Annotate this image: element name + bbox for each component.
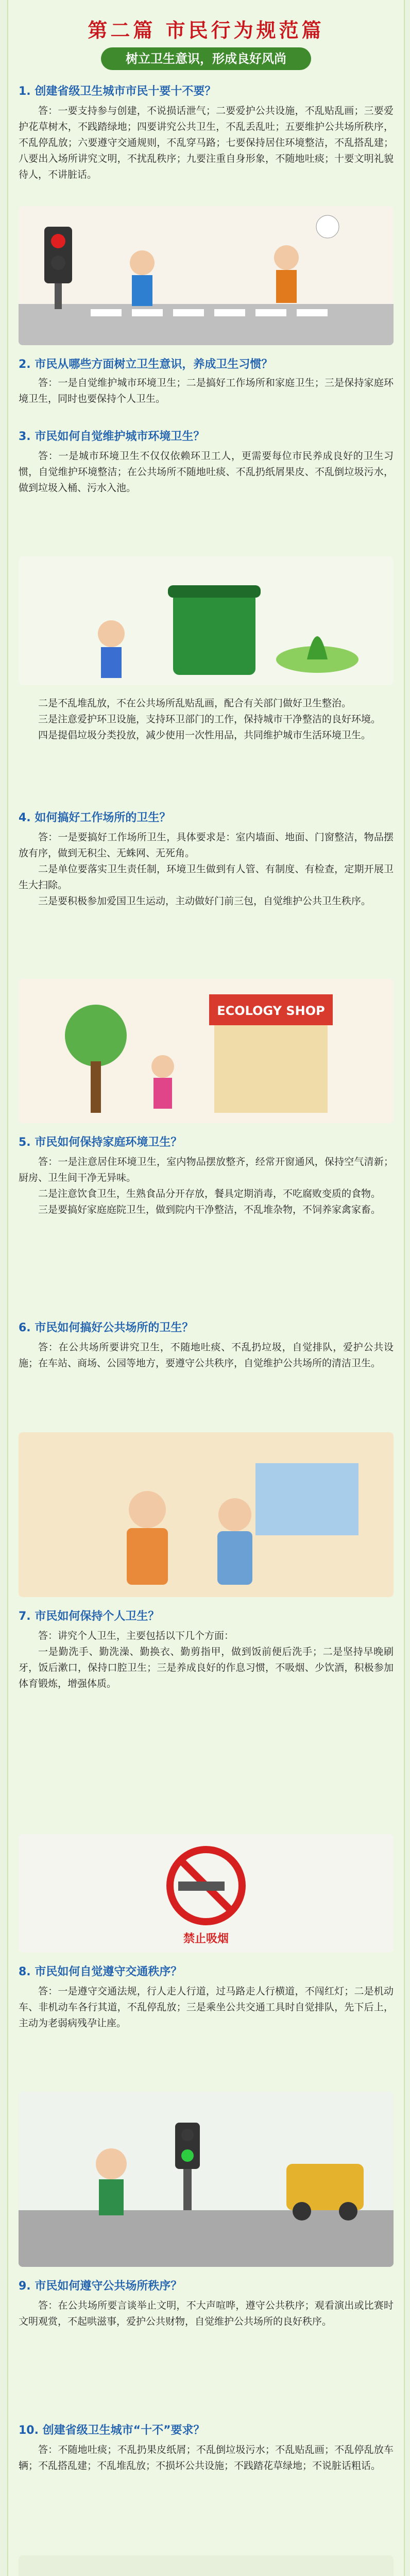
answer-2 [19, 375, 394, 407]
answer-5-p3: 三是要搞好家庭庭院卫生，做到院内干净整洁，不乱堆杂物，不饲养家禽家畜。 [38, 1204, 381, 1215]
illustration-crosswalk [19, 206, 394, 345]
page-title: 第二篇 市民行为规范篇 [88, 19, 324, 42]
answer-5-p2: 二是注意饮食卫生，生熟食品分开存放，餐具定期消毒，不吃腐败变质的食物。 [38, 1188, 381, 1199]
answer-3-rest [19, 696, 394, 743]
answer-4 [19, 829, 394, 909]
question-3: 3. 市民如何自觉维护城市环境卫生？ [19, 430, 205, 443]
answer-4-p3: 三是要积极参加爱国卫生运动，主动做好门前三包，自觉维护公共卫生秩序。 [38, 895, 371, 907]
answer-4-p1: 答：一是要搞好工作场所卫生，具体要求是：室内墙面、地面、门窗整洁，物品摆放有序，做到无积尘、无蛛网、无死角。 [19, 832, 394, 859]
question-7: 7. 市民如何保持个人卫生？ [19, 1610, 160, 1623]
answer-5-p1: 答：一是注意居住环境卫生，室内物品摆放整齐，经常开窗通风，保持空气清新；厨房、卫生间干净无异味。 [19, 1156, 394, 1183]
answer-9 [19, 2298, 394, 2330]
question-9: 9. 市民如何遵守公共场所秩序？ [19, 2280, 182, 2293]
answer-7-p1: 答：讲究个人卫生，主要包括以下几个方面： [38, 1630, 234, 1641]
answer-2-p1: 答：一是自觉维护城市环境卫生；二是搞好工作场所和家庭卫生；三是保持家庭环境卫生，同时也要保持个人卫生。 [19, 377, 394, 404]
question-2: 2. 市民从哪些方面树立卫生意识，养成卫生习惯？ [19, 358, 273, 371]
question-8: 8. 市民如何自觉遵守交通秩序？ [19, 1965, 182, 1978]
answer-6-p1: 答：在公共场所要讲究卫生，不随地吐痰、不乱扔垃圾，自觉排队，爱护公共设施；在车站、商场、公园等地方，要遵守公共秩序，自觉维护公共场所的清洁卫生。 [19, 1342, 394, 1369]
answer-8-p1: 答：一是遵守交通法规，行人走人行道，过马路走人行横道，不闯红灯；二是机动车、非机动车各行其道，不乱停乱放；三是乘坐公共交通工具时自觉排队，先下后上，主动为老弱病残孕让座。 [19, 1986, 394, 2029]
question-4: 4. 如何搞好工作场所的卫生？ [19, 811, 171, 824]
answer-4-p2: 二是单位要落实卫生责任制，环境卫生做到有人管、有制度、有检查，定期开展卫生大扫除。 [19, 863, 394, 891]
answer-5 [19, 1154, 394, 1218]
answer-3-p2: 二是不乱堆乱放，不在公共场所乱贴乱画，配合有关部门做好卫生整治。 [38, 698, 352, 709]
answer-7 [19, 1628, 394, 1692]
illustration-food-stall [19, 2555, 394, 2576]
answer-3-p1: 答：一是城市环境卫生不仅仅依赖环卫工人，更需要每位市民养成良好的卫生习惯，自觉维护环境整洁；在公共场所不随地吐痰、不乱扔纸屑果皮、不乱倒垃圾污水，做到垃圾入桶、污水入池。 [19, 450, 394, 494]
illustration-no-smoking [19, 1834, 394, 1953]
answer-7-p2: 一是勤洗手、勤洗澡、勤换衣、勤剪指甲，做到饭前便后洗手；二是坚持早晚刷牙，饭后漱口，保持口腔卫生；三是养成良好的作息习惯，不吸烟、少饮酒，积极参加体育锻炼，增强体质。 [19, 1646, 394, 1689]
answer-9-p1: 答：在公共场所要言谈举止文明，不大声喧哗，遵守公共秩序；观看演出或比赛时文明观赏，不起哄滋事，爱护公共财物，自觉维护公共场所的良好秩序。 [19, 2300, 394, 2327]
question-5: 5. 市民如何保持家庭环境卫生？ [19, 1136, 182, 1149]
answer-3-p3: 三是注意爱护环卫设施，支持环卫部门的工作，保持城市干净整洁的良好环境。 [38, 714, 381, 725]
question-1: 1. 创建省级卫生城市市民十要十不要？ [19, 85, 216, 98]
answer-3-p4: 四是提倡垃圾分类投放，减少使用一次性用品，共同维护城市生活环境卫生。 [38, 730, 371, 741]
question-10: 10. 创建省级卫生城市“十不”要求？ [19, 2424, 205, 2437]
illustration-ecology-shop [19, 979, 394, 1123]
answer-1 [19, 103, 394, 183]
answer-6 [19, 1340, 394, 1371]
illustration-elderly [19, 1432, 394, 1597]
answer-8 [19, 1984, 394, 2031]
answer-1-p1: 答：一要支持参与创建，不说损话泄气；二要爱护公共设施，不乱贴乱画；三要爱护花草树木，不践踏绿地；四要讲究公共卫生，不乱丢乱吐；五要维护公共场所秩序，不乱停乱放；六要遵守交通规则，不乱穿马路；七要保持居住环境整洁，不乱搭乱建；八要出入场所讲究文明，不扰乱秩序；九要注重自身形象，不随地吐痰；十要文明礼貌待人，不讲脏话。 [19, 105, 394, 180]
answer-10-p1: 答：不随地吐痰；不乱扔果皮纸屑；不乱倒垃圾污水；不乱贴乱画；不乱停乱放车辆；不乱搭乱建；不乱堆乱放；不损坏公共设施；不践踏花草绿地；不说脏话粗话。 [19, 2444, 394, 2471]
no-smoking-caption: 禁止吸烟 [183, 1933, 229, 1945]
illustration-garbage [19, 556, 394, 685]
answer-3 [19, 448, 394, 496]
illustration-traffic [19, 2092, 394, 2267]
ecology-shop-sign: ECOLOGY SHOP [217, 1004, 325, 1018]
question-6: 6. 市民如何搞好公共场所的卫生？ [19, 1321, 194, 1334]
page [7, 0, 405, 2576]
answer-10 [19, 2442, 394, 2474]
subtitle-band: 树立卫生意识，形成良好风尚 [101, 47, 311, 70]
